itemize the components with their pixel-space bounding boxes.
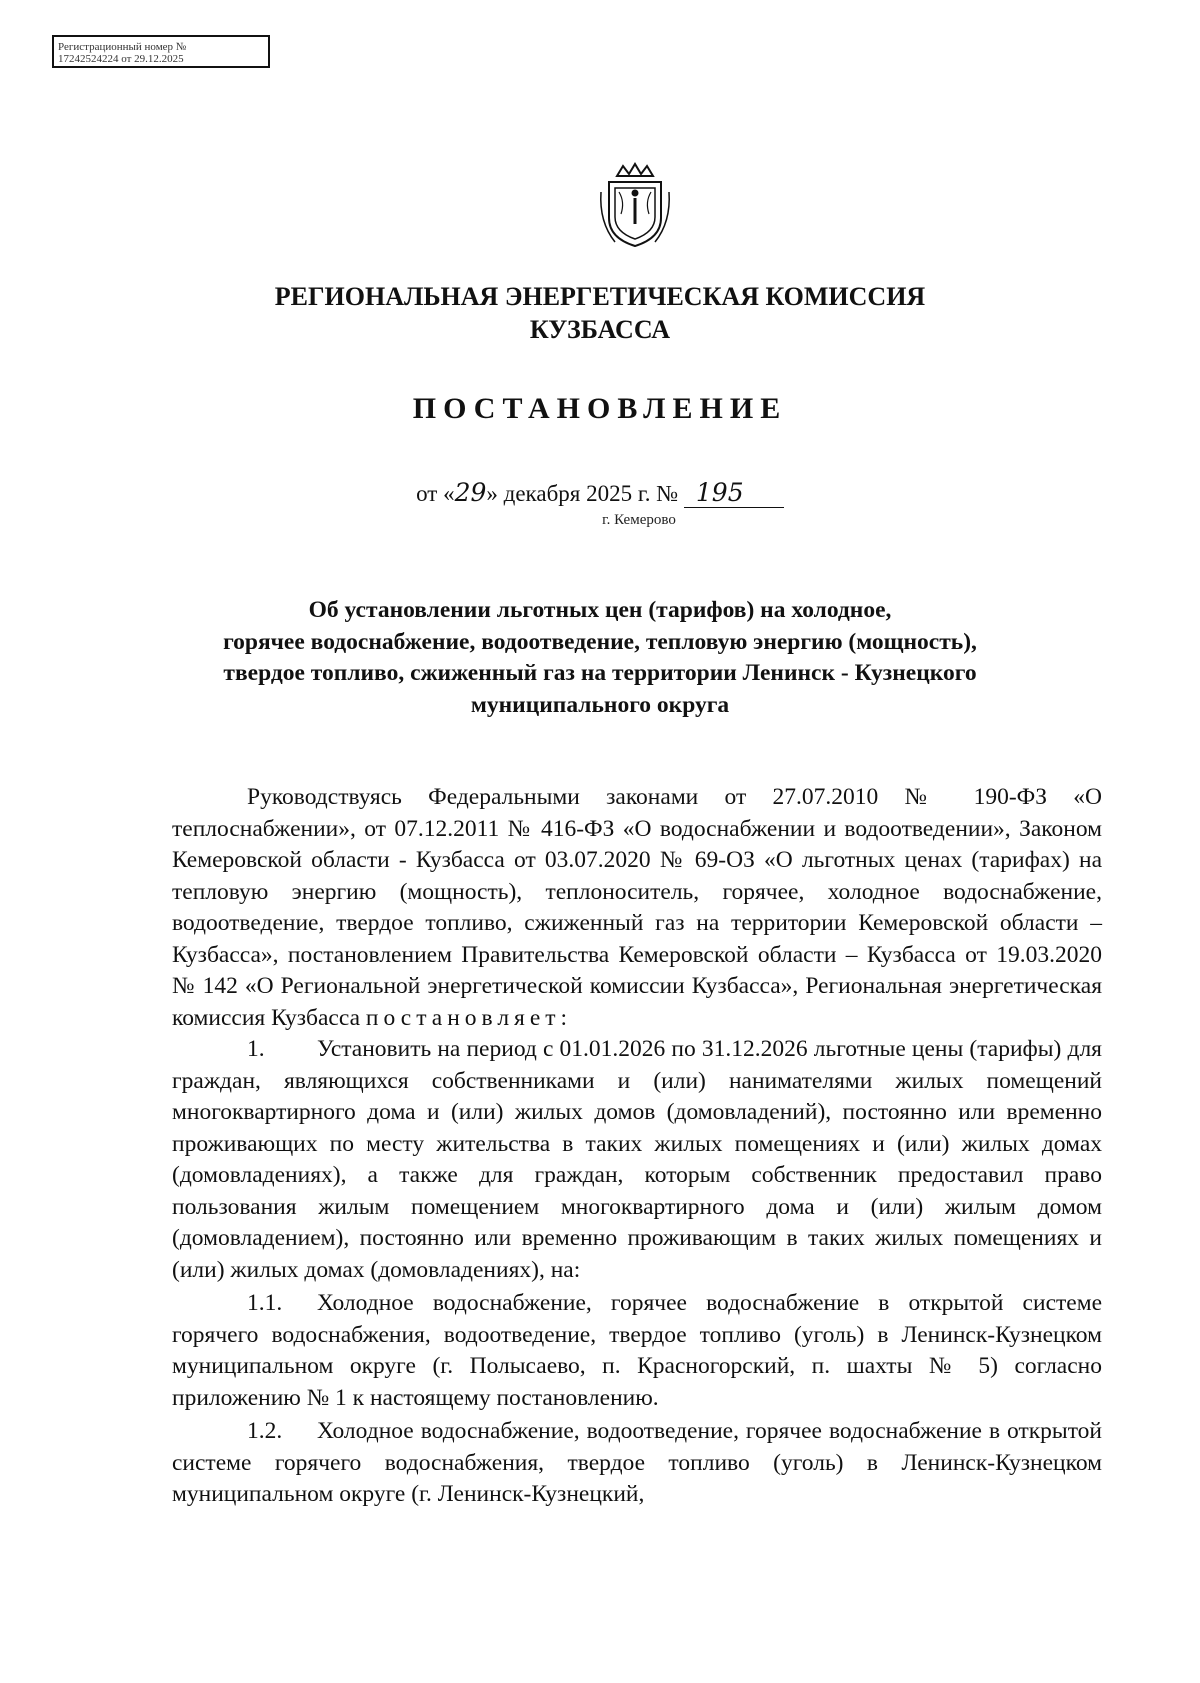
subject-line-2: горячее водоснабжение, водоотведение, тепловую энергию (мощность), — [223, 628, 977, 655]
date-line — [0, 478, 1200, 508]
subject-line-4: муниципального округа — [470, 691, 730, 718]
coat-of-arms-icon — [595, 162, 675, 250]
item-1-2 — [172, 1416, 1102, 1511]
registration-number: 17242524224 от 29.12.2025 — [58, 53, 184, 65]
date-day: 29 — [454, 478, 487, 507]
registration-label: Регистрационный номер № — [58, 41, 187, 53]
org-line-1: РЕГИОНАЛЬНАЯ ЭНЕРГЕТИЧЕСКАЯ КОМИССИЯ — [274, 282, 926, 311]
item-1-1-text: Холодное водоснабжение, горячее водоснабжение в открытой системе горячего водоснабжения, водоотведение, твердое топливо (уголь) в Ленинск-Кузнецком муниципальном округе (г. Полысаево, п. Красногорский, п. шахты № 5) согласно приложению № 1 к настоящему постановлению. — [172, 1290, 1102, 1411]
document-body — [172, 782, 1102, 1511]
date-month-year: » декабря 2025 г. № — [486, 481, 679, 506]
resolves-word: постановляет: — [365, 1004, 573, 1031]
item-1-text: Установить на период с 01.01.2026 по 31.12.2026 льготные цены (тарифы) для граждан, являющихся собственниками и (или) нанимателями жилых помещений многоквартирного дома и (или) жилых домов (домовладений), постоянно или временно проживающих по месту жительства в таких жилых помещениях и (или) жилых домах (домовладениях), а также для граждан, которым собственник предоставил право пользования жилым помещением многоквартирного дома и (или) жилым домом (домовладением), постоянно или временно проживающим в таких жилых помещениях и (или) жилых домах (домовладениях), на: — [172, 1036, 1102, 1283]
document-type: ПОСТАНОВЛЕНИЕ — [412, 392, 788, 425]
item-1-1-number: 1.1. — [247, 1290, 283, 1316]
subject-line-1: Об установлении льготных цен (тарифов) на холодное, — [308, 597, 892, 623]
item-1-2-text: Холодное водоснабжение, водоотведение, горячее водоснабжение в открытой системе горячего водоснабжения, твердое топливо (уголь) в Ленинск-Кузнецком муниципальном округе (г. Ленинск-Кузнецкий, — [172, 1418, 1102, 1507]
document-number-field — [684, 478, 784, 508]
date-prefix: от « — [416, 481, 455, 506]
item-1-number: 1. — [247, 1036, 265, 1062]
organization-name — [0, 280, 1200, 346]
org-line-2: КУЗБАССА — [529, 315, 671, 344]
city: г. Кемерово — [602, 512, 676, 528]
subject-line-3: твердое топливо, сжиженный газ на территории Ленинск - Кузнецкого — [223, 660, 977, 686]
document-subject — [150, 595, 1050, 721]
item-1-2-number: 1.2. — [247, 1418, 283, 1444]
preamble-text: Руководствуясь Федеральными законами от 27.07.2010 № 190-ФЗ «О теплоснабжении», от 07.12.2011 № 416-ФЗ «О водоснабжении и водоотведении», Законом Кемеровской области - Кузбасса от 03.07.2020 № 69-ОЗ «О льготных ценах (тарифах) на тепловую энергию (мощность), теплоноситель, горячее, холодное водоснабжение, водоотведение, твердое топливо, сжиженный газ на территории Кемеровской области – Кузбасса», постановлением Правительства Кемеровской области – Кузбасса от 19.03.2020 № 142 «О Региональной энергетической комиссии Кузбасса», Региональная энергетическая комиссия Кузбасса — [172, 784, 1102, 1031]
item-1-1 — [172, 1288, 1102, 1414]
document-number: 195 — [695, 478, 744, 507]
item-1 — [172, 1034, 1102, 1286]
preamble-paragraph — [172, 782, 1102, 1034]
registration-stamp — [52, 35, 270, 68]
